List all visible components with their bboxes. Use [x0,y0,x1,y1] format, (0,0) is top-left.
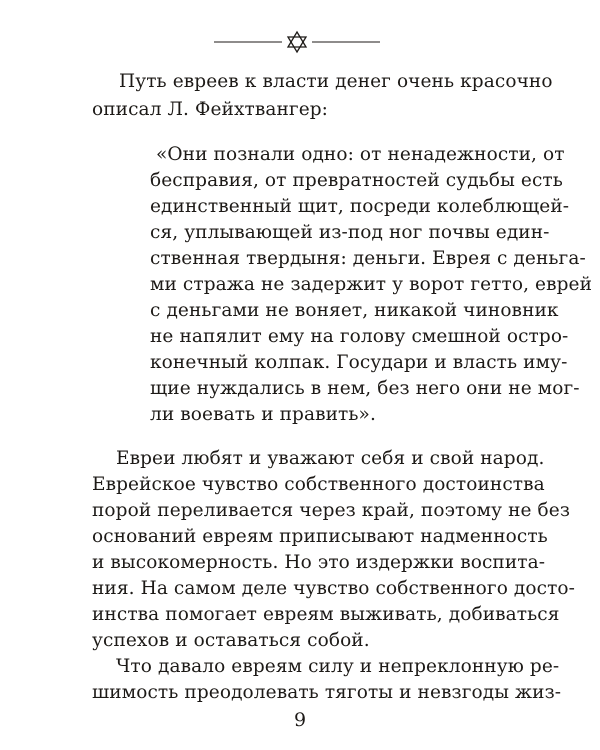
quote-line: конечный колпак. Государи и власть иму- [150,352,568,373]
quote-line: ли воевать и править». [150,404,376,425]
paragraph-line: и высокомерность. Но это издержки воспита- [92,552,546,573]
quote-line: бесправия, от превратностей судьбы есть [150,170,563,191]
paragraph-line: оснований евреям приписывают надменность [92,526,548,547]
page-number: 9 [293,709,307,731]
paragraph-line: ния. На самом деле чувство собственного досто- [92,578,576,599]
intro-line: Путь евреев к власти денег очень красочно [119,71,553,92]
quote-line: не напялит ему на голову смешной остро- [150,326,569,347]
paragraph-line: шимость преодолевать тяготы и невзгоды жиз- [92,682,562,703]
paragraph-line: инства помогает евреям выживать, добиваться [92,604,560,625]
paragraph-line: Еврейское чувство собственного достоинства [92,474,545,495]
paragraph-line: успехов и оставаться собой. [92,630,370,651]
paragraph-line: порой переливается через край, поэтому не без [92,500,571,521]
quote-line: ственная твердыня: деньги. Еврея с деньга- [150,248,586,269]
quote-line: единственный щит, посреди колеблющей- [150,196,570,217]
star-of-david-icon [288,32,306,52]
header-ornament [214,30,380,54]
quote-line: щие нуждались в нем, без него они не мог- [150,378,580,399]
paragraph-line: Что давало евреям силу и непреклонную ре- [116,656,560,677]
quote-line: ся, уплывающей из-под ног почвы един- [150,222,550,243]
quote-line: с деньгами не воняет, никакой чиновник [150,300,559,321]
intro-line: описал Л. Фейхтвангер: [92,99,329,120]
paragraph-line: Евреи любят и уважают себя и свой народ. [116,448,545,469]
quote-line: ми стража не задержит у ворот гетто, еврей [150,274,593,295]
quote-line: «Они познали одно: от ненадежности, от [156,144,565,165]
